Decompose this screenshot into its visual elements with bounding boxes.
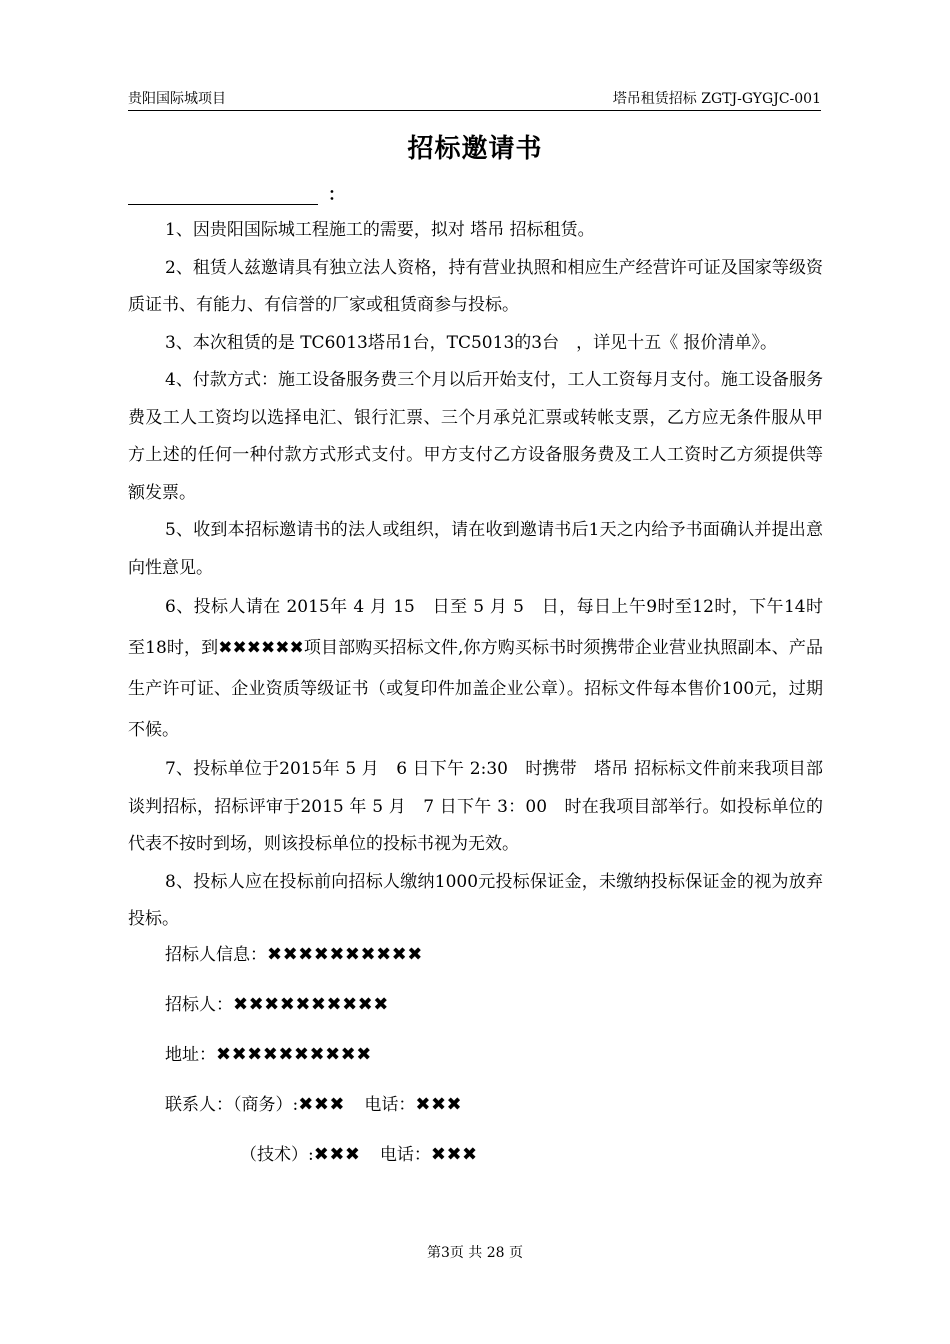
- addressee-colon: ：: [328, 185, 345, 205]
- tenderer-line: [165, 993, 389, 1017]
- paragraph-8: 8、投标人应在投标前向招标人缴纳1000元投标保证金，未缴纳投标保证金的视为放弃投标。: [128, 871, 823, 929]
- paragraph-1: 1、因贵阳国际城工程施工的需要，拟对 塔吊 招标租赁。: [165, 220, 595, 240]
- addressee-blank: [128, 184, 318, 205]
- tenderer-info-line: [165, 943, 423, 967]
- contact-business-line: [165, 1093, 462, 1117]
- tenderer-value: ✖✖✖✖✖✖✖✖✖✖: [233, 994, 389, 1015]
- paragraph-6: 6、投标人请在 2015年 4 月 15 日至 5 月 5 日，每日上午9时至12时，下午14时至18时，到✖✖✖✖✖✖项目部购买招标文件,你方购买标书时须携带企业营业执照副本、产品生产许可证、企业资质等级证书（或复印件加盖企业公章）。招标文件每本售价100元，过期不候。: [128, 597, 823, 740]
- contact-business-label: 联系人：（商务）:: [165, 1095, 299, 1115]
- page-number: 第3页 共 28 页: [426, 1245, 524, 1261]
- document-body: [128, 212, 823, 939]
- paragraph-4: 4、付款方式：施工设备服务费三个月以后开始支付，工人工资每月支付。施工设备服务费及工人工资均以选择电汇、银行汇票、三个月承兑汇票或转帐支票，乙方应无条件服从甲方上述的任何一种付款方式形式支付。甲方支付乙方设备服务费及工人工资时乙方须提供等额发票。: [128, 370, 823, 503]
- contact-business-value: ✖✖✖: [298, 1094, 345, 1115]
- contact-tech-value: ✖✖✖: [313, 1144, 361, 1165]
- phone-value-tech: ✖✖✖: [430, 1144, 478, 1165]
- tenderer-info-value: ✖✖✖✖✖✖✖✖✖✖: [267, 944, 423, 965]
- header-document-code: 塔吊租赁招标 ZGTJ-GYGJC-001: [612, 91, 821, 107]
- paragraph-5: 5、收到本招标邀请书的法人或组织，请在收到邀请书后1天之内给予书面确认并提出意向性意见。: [128, 520, 823, 578]
- address-label: 地址：: [165, 1045, 216, 1065]
- addressee-line: [128, 180, 345, 204]
- contact-tech-label: （技术）:: [240, 1145, 314, 1165]
- tenderer-info-label: 招标人信息：: [165, 945, 267, 965]
- phone-value-business: ✖✖✖: [415, 1094, 463, 1115]
- address-value: ✖✖✖✖✖✖✖✖✖✖: [216, 1044, 372, 1065]
- paragraph-2: 2、租赁人兹邀请具有独立法人资格，持有营业执照和相应生产经营许可证及国家等级资质证书、有能力、有信誉的厂家或租赁商参与投标。: [128, 257, 823, 315]
- paragraph-3: 3、本次租赁的是 TC6013塔吊1台，TC5013的3台 ，详见十五《 报价清单》。: [165, 332, 777, 353]
- tenderer-label: 招标人：: [165, 995, 233, 1015]
- paragraph-7: 7、投标单位于2015年 5 月 6 日下午 2:30 时携带 塔吊 招标标文件前来我项目部谈判招标，招标评审于2015 年 5 月 7 日下午 3：00 时在我项目部举行。如投标单位的代表不按时到场，则该投标单位的投标书视为无效。: [128, 759, 823, 854]
- phone-label-tech: 电话：: [379, 1145, 431, 1165]
- document-title: 招标邀请书: [407, 134, 543, 164]
- contact-tech-line: [240, 1143, 478, 1167]
- header-project-name: 贵阳国际城项目: [128, 91, 226, 107]
- address-line: [165, 1043, 372, 1067]
- page-header: [128, 88, 821, 111]
- phone-label-business: 电话：: [364, 1095, 416, 1115]
